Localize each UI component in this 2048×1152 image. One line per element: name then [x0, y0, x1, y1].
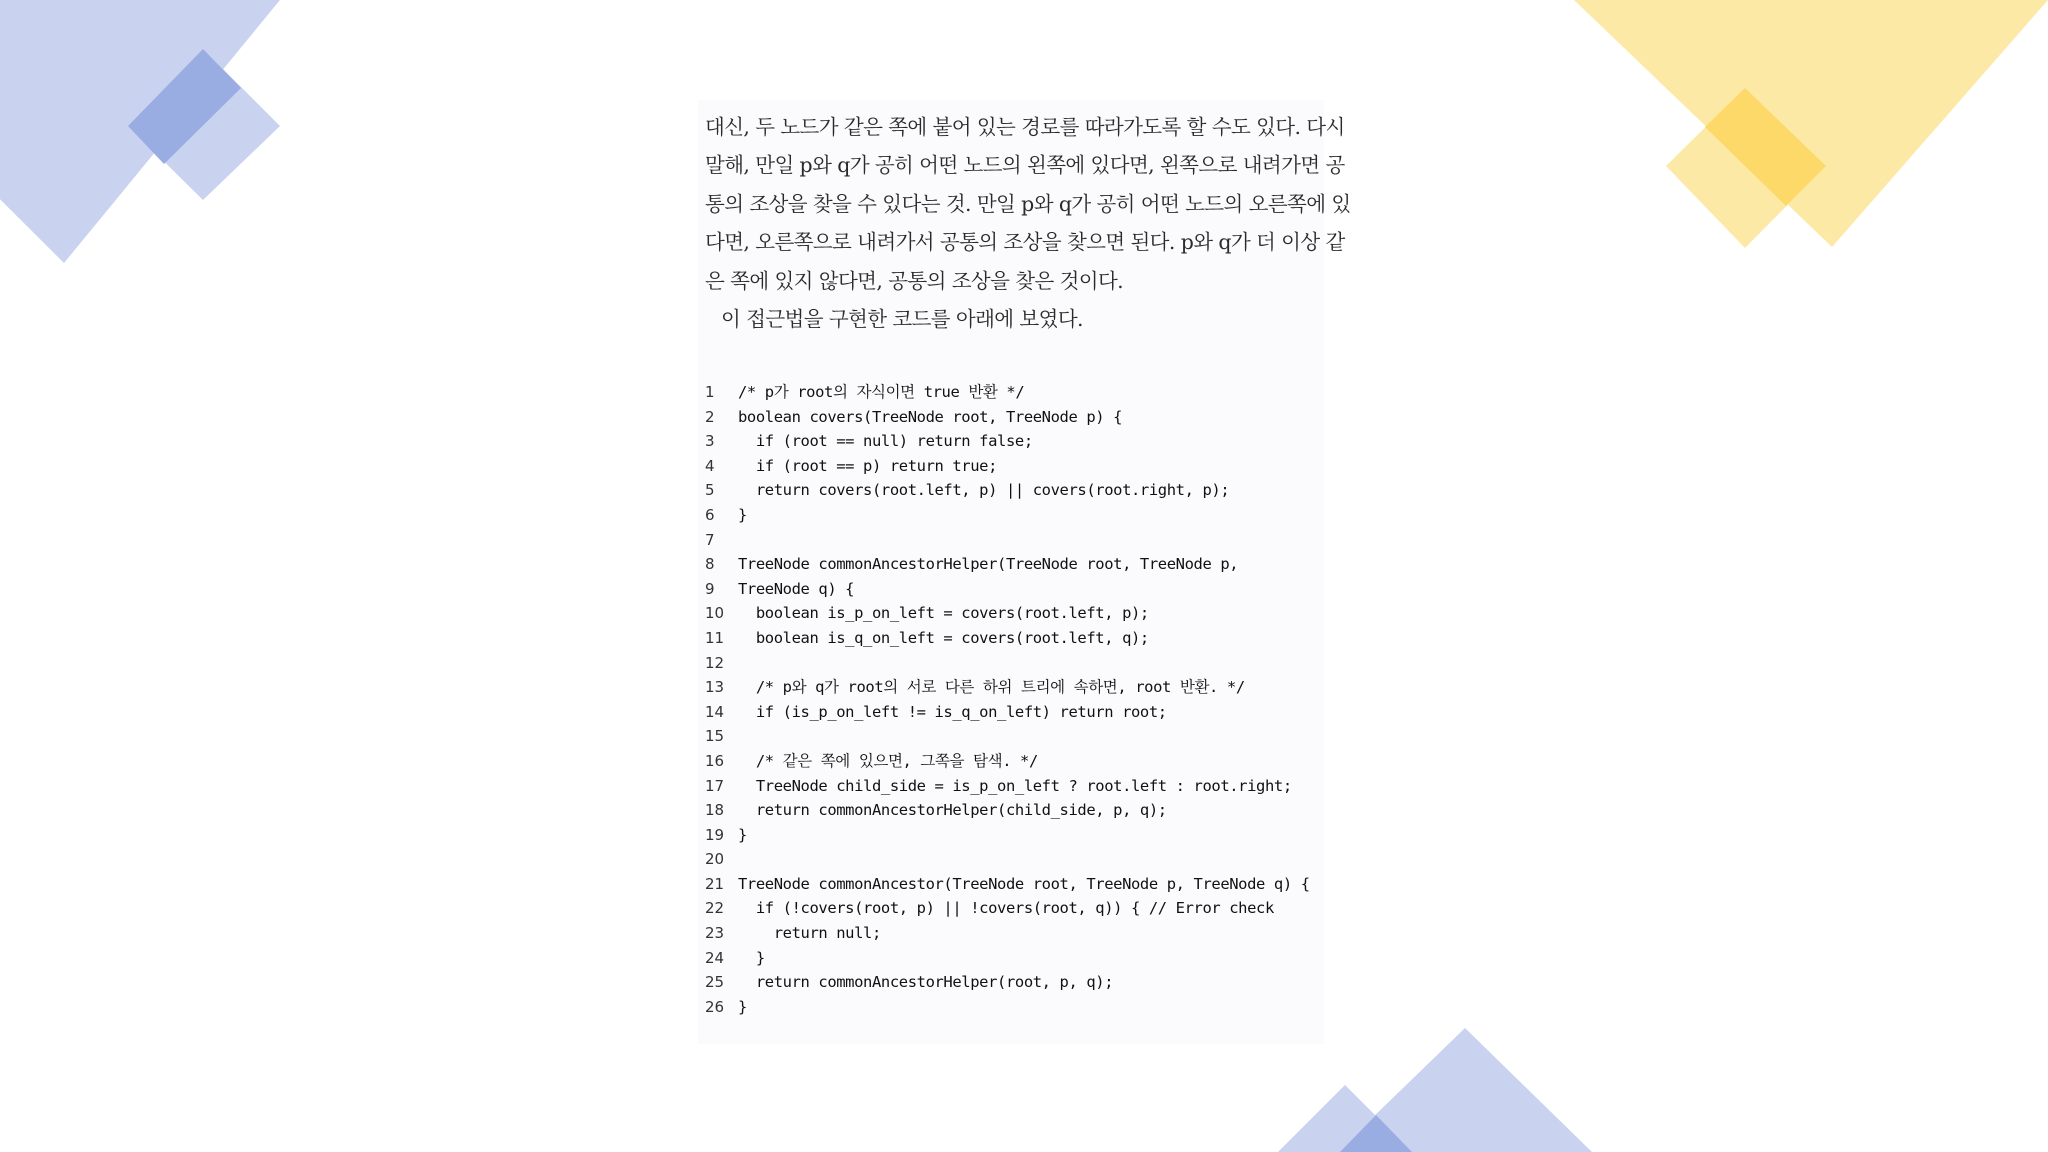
text-line: 은 쪽에 있지 않다면, 공통의 조상을 찾은 것이다. — [705, 268, 1124, 293]
code-line — [705, 454, 1325, 479]
yellow-diamond-overlap — [1705, 88, 1826, 206]
line-number: 5 — [705, 481, 715, 500]
blue-diamond-bottom-large — [1337, 1028, 1592, 1152]
line-number: 13 — [705, 678, 725, 697]
line-number: 9 — [705, 579, 715, 598]
code-line — [705, 995, 1325, 1020]
blue-diamond-overlap — [128, 49, 241, 164]
code-text: boolean is_p_on_left = covers(root.left, p); — [738, 604, 1149, 623]
code-text: boolean is_q_on_left = covers(root.left, q); — [738, 628, 1149, 647]
code-line — [705, 577, 1325, 602]
line-number: 22 — [705, 899, 725, 918]
code-line — [705, 724, 1325, 749]
yellow-diamond-large — [1574, 0, 2048, 247]
line-number: 14 — [705, 702, 725, 721]
line-number: 10 — [705, 604, 725, 623]
blue-diamond-bottom-small — [1278, 1085, 1412, 1152]
code-line — [705, 896, 1325, 921]
body-text — [705, 108, 1351, 338]
code-text: /* p가 root의 자식이면 true 반환 */ — [738, 383, 1025, 401]
line-number: 21 — [705, 874, 725, 893]
code-line — [705, 798, 1325, 823]
code-text: } — [738, 505, 747, 524]
code-line — [705, 847, 1325, 872]
code-line — [705, 528, 1325, 553]
line-number: 7 — [705, 530, 715, 549]
code-text: } — [738, 948, 765, 967]
line-number: 16 — [705, 751, 725, 770]
line-number: 4 — [705, 456, 715, 475]
code-text: return commonAncestorHelper(child_side, p, q); — [738, 801, 1167, 820]
line-number: 18 — [705, 801, 725, 820]
code-text: } — [738, 997, 747, 1016]
code-text: if (root == null) return false; — [738, 432, 1033, 451]
blue-diamond-small — [128, 49, 280, 200]
code-line — [705, 823, 1325, 848]
code-line — [705, 675, 1325, 700]
code-text: TreeNode q) { — [738, 579, 855, 598]
blue-diamond-bottom-overlap — [1340, 1115, 1412, 1152]
code-line — [705, 970, 1325, 995]
yellow-diamond-small — [1666, 88, 1826, 248]
text-line: 이 접근법을 구현한 코드를 아래에 보였다. — [721, 306, 1083, 331]
code-line — [705, 626, 1325, 651]
line-number: 2 — [705, 407, 715, 426]
code-text: TreeNode commonAncestor(TreeNode root, TreeNode p, TreeNode q) { — [738, 874, 1310, 893]
text-line: 통의 조상을 찾을 수 있다는 것. 만일 p와 q가 공히 어떤 노드의 오른쪽에 있 — [705, 191, 1351, 216]
code-text: if (is_p_on_left != is_q_on_left) return root; — [738, 702, 1167, 721]
code-listing — [705, 380, 1325, 1019]
line-number: 17 — [705, 776, 725, 795]
code-line — [705, 552, 1325, 577]
code-line — [705, 651, 1325, 676]
code-text: } — [738, 825, 747, 844]
blue-diamond-large — [0, 0, 280, 263]
line-number: 24 — [705, 948, 725, 967]
line-number: 1 — [705, 383, 715, 401]
line-number: 12 — [705, 653, 725, 672]
code-line — [705, 946, 1325, 971]
code-text: if (!covers(root, p) || !covers(root, q)) { // Error check — [738, 899, 1274, 918]
code-text: /* p와 q가 root의 서로 다른 하위 트리에 속하면, root 반환. */ — [738, 678, 1245, 697]
line-number: 3 — [705, 432, 715, 451]
code-line — [705, 478, 1325, 503]
text-line: 대신, 두 노드가 같은 쪽에 붙어 있는 경로를 따라가도록 할 수도 있다. 다시 — [705, 115, 1345, 139]
code-text: TreeNode commonAncestorHelper(TreeNode root, TreeNode p, — [738, 555, 1239, 574]
line-number: 6 — [705, 505, 715, 524]
code-line — [705, 700, 1325, 725]
code-line — [705, 774, 1325, 799]
code-text: /* 같은 쪽에 있으면, 그쪽을 탐색. */ — [738, 751, 1038, 770]
line-number: 20 — [705, 850, 725, 869]
text-line: 말해, 만일 p와 q가 공히 어떤 노드의 왼쪽에 있다면, 왼쪽으로 내려가면 공 — [705, 153, 1345, 178]
code-text: return null; — [738, 924, 881, 943]
code-line — [705, 405, 1325, 430]
line-number: 26 — [705, 997, 725, 1016]
line-number: 11 — [705, 628, 725, 647]
code-text: TreeNode child_side = is_p_on_left ? root.left : root.right; — [738, 776, 1292, 795]
code-text: if (root == p) return true; — [738, 456, 998, 475]
line-number: 19 — [705, 825, 725, 844]
line-number: 15 — [705, 727, 725, 746]
line-number: 25 — [705, 973, 725, 992]
code-text: return covers(root.left, p) || covers(root.right, p); — [738, 481, 1230, 500]
line-number: 8 — [705, 555, 715, 574]
code-text: return commonAncestorHelper(root, p, q); — [738, 973, 1114, 992]
code-line — [705, 503, 1325, 528]
code-line — [705, 429, 1325, 454]
code-line — [705, 921, 1325, 946]
code-line — [705, 380, 1325, 405]
text-line: 다면, 오른쪽으로 내려가서 공통의 조상을 찾으면 된다. p와 q가 더 이상 같 — [705, 230, 1345, 255]
line-number: 23 — [705, 924, 725, 943]
code-line — [705, 601, 1325, 626]
code-line — [705, 872, 1325, 897]
code-line — [705, 749, 1325, 774]
code-text: boolean covers(TreeNode root, TreeNode p) { — [738, 407, 1123, 426]
